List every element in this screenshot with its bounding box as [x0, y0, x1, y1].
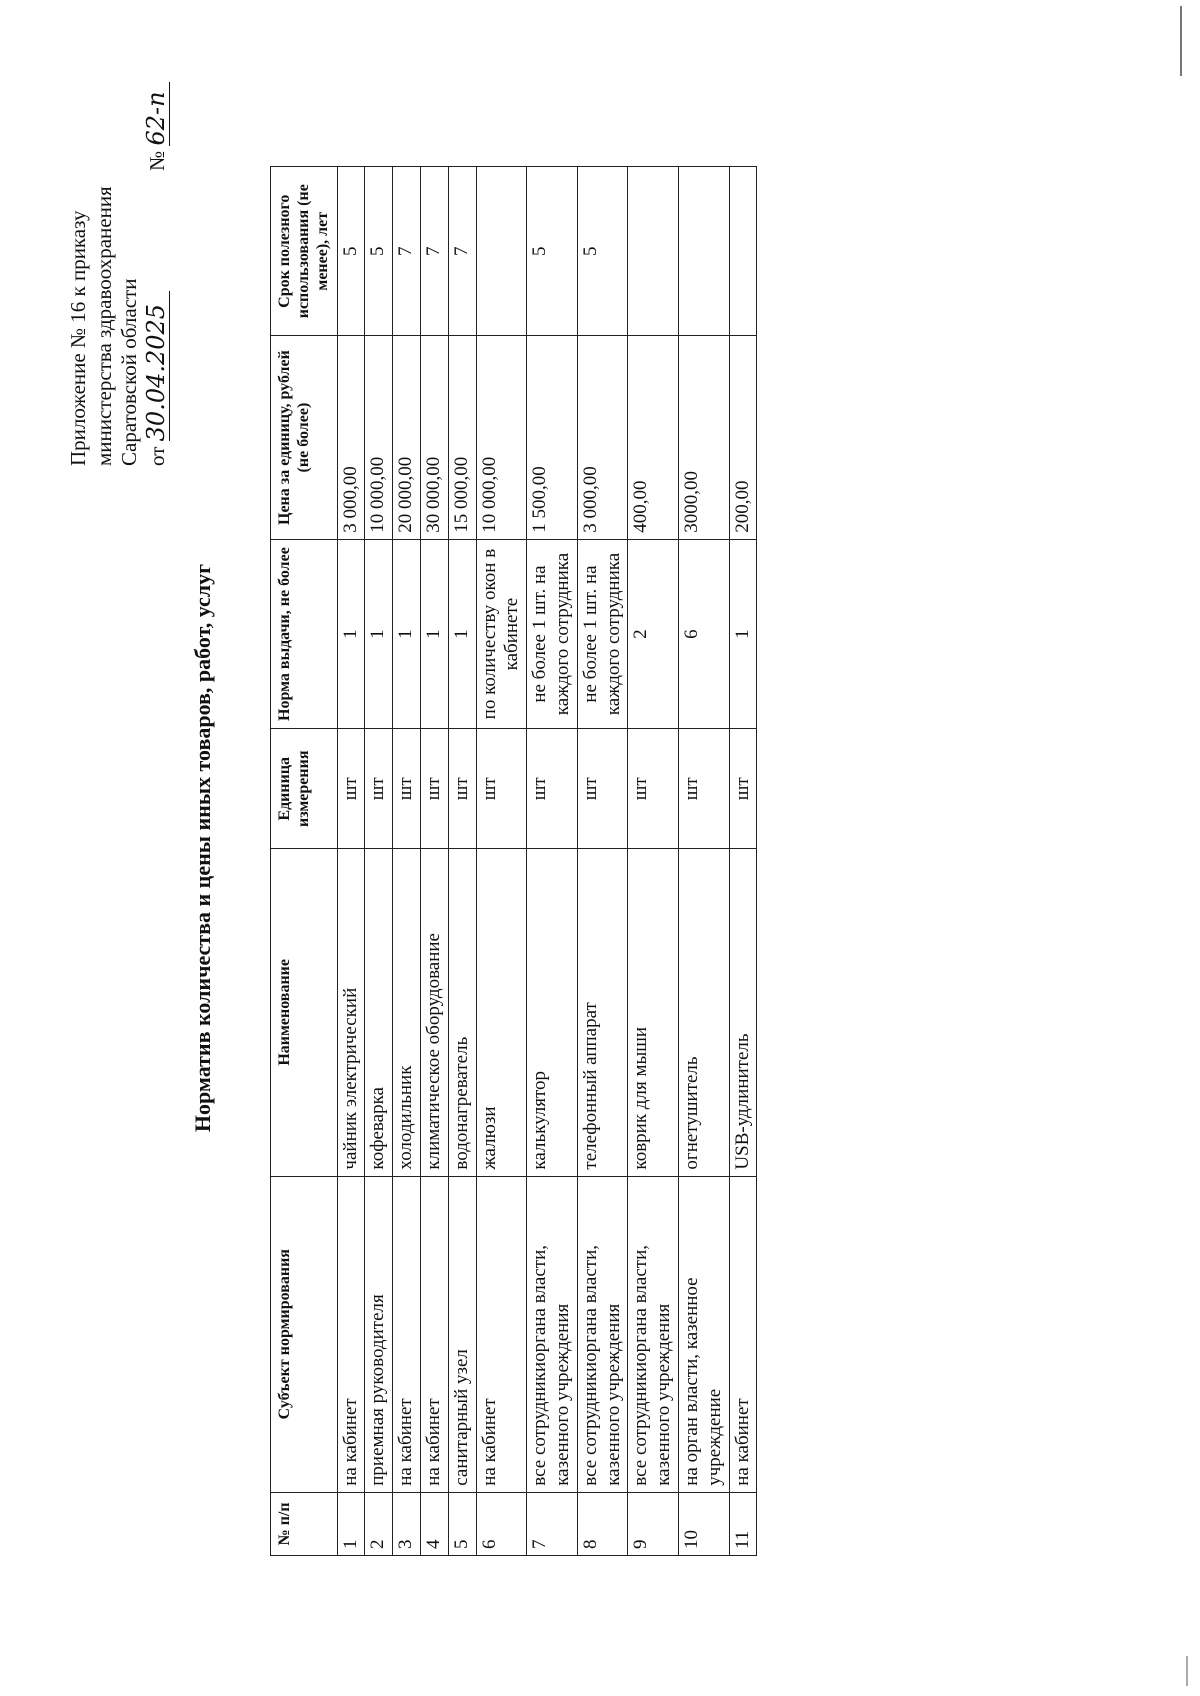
- row-price: 1 500,00: [527, 336, 578, 539]
- row-norm: не более 1 шт. на каждого сотрудника: [527, 539, 578, 729]
- row-subject: все сотрудникиоргана власти, казенного учреждения: [527, 1176, 578, 1492]
- scan-artifact-line: [1180, 6, 1182, 76]
- row-term: [678, 167, 729, 336]
- header-num: № п/п: [271, 1492, 338, 1555]
- row-price: 15 000,00: [448, 336, 476, 539]
- row-subject: санитарный узел: [448, 1176, 476, 1492]
- row-subject: на кабинет: [420, 1176, 448, 1492]
- row-subject: приемная руководителя: [365, 1176, 393, 1492]
- row-term: [476, 167, 527, 336]
- row-num: 2: [365, 1492, 393, 1555]
- table-row: [577, 167, 628, 1556]
- header-norm: Норма выдачи, не более: [271, 539, 338, 729]
- number-prefix: №: [144, 150, 169, 171]
- row-name: чайник электрический: [337, 849, 365, 1176]
- row-name: USB-удлинитель: [729, 849, 757, 1176]
- row-norm: 1: [365, 539, 393, 729]
- row-price: 10 000,00: [476, 336, 527, 539]
- row-unit: шт: [420, 729, 448, 849]
- row-name: кофеварка: [365, 849, 393, 1176]
- header-subject: Субъект нормирования: [271, 1176, 338, 1492]
- table-row: [729, 167, 757, 1556]
- appendix-header: [66, 26, 170, 466]
- row-price: 200,00: [729, 336, 757, 539]
- table-row: [420, 167, 448, 1556]
- table-row: [628, 167, 679, 1556]
- row-subject: все сотрудникиоргана власти, казенного учреждения: [628, 1176, 679, 1492]
- row-price: 20 000,00: [393, 336, 421, 539]
- table-header-row: [271, 167, 338, 1556]
- appendix-date-line: [143, 26, 171, 466]
- row-name: коврик для мыши: [628, 849, 679, 1176]
- row-unit: шт: [577, 729, 628, 849]
- row-term: 5: [337, 167, 365, 336]
- table-row: [448, 167, 476, 1556]
- table-row: [476, 167, 527, 1556]
- row-num: 1: [337, 1492, 365, 1555]
- row-unit: шт: [678, 729, 729, 849]
- row-term: [729, 167, 757, 336]
- row-num: 8: [577, 1492, 628, 1555]
- table-row: [527, 167, 578, 1556]
- row-price: 3 000,00: [337, 336, 365, 539]
- row-unit: шт: [393, 729, 421, 849]
- row-norm: 1: [729, 539, 757, 729]
- row-num: 3: [393, 1492, 421, 1555]
- row-price: 400,00: [628, 336, 679, 539]
- row-norm: по количеству окон в кабинете: [476, 539, 527, 729]
- row-unit: шт: [365, 729, 393, 849]
- row-unit: шт: [448, 729, 476, 849]
- row-name: телефонный аппарат: [577, 849, 628, 1176]
- row-name: огнетушитель: [678, 849, 729, 1176]
- row-unit: шт: [628, 729, 679, 849]
- row-name: водонагреватель: [448, 849, 476, 1176]
- row-unit: шт: [476, 729, 527, 849]
- row-norm: 6: [678, 539, 729, 729]
- row-num: 10: [678, 1492, 729, 1555]
- row-price: 3 000,00: [577, 336, 628, 539]
- row-norm: 1: [420, 539, 448, 729]
- norms-table: [270, 166, 757, 1556]
- row-price: 10 000,00: [365, 336, 393, 539]
- handwritten-number: 62-п: [143, 82, 170, 146]
- row-norm: 1: [393, 539, 421, 729]
- row-subject: все сотрудникиоргана власти, казенного учреждения: [577, 1176, 628, 1492]
- row-name: холодильник: [393, 849, 421, 1176]
- row-norm: 2: [628, 539, 679, 729]
- appendix-line-1: Приложение № 16 к приказу: [66, 210, 90, 466]
- row-num: 9: [628, 1492, 679, 1555]
- row-term: 5: [527, 167, 578, 336]
- table-row: [337, 167, 365, 1556]
- table-row: [678, 167, 729, 1556]
- header-unit: Единица измерения: [271, 729, 338, 849]
- row-num: 6: [476, 1492, 527, 1555]
- date-prefix: от: [144, 446, 169, 466]
- row-name: калькулятор: [527, 849, 578, 1176]
- handwritten-date: 30.04.2025: [143, 291, 170, 441]
- row-num: 4: [420, 1492, 448, 1555]
- row-term: 7: [448, 167, 476, 336]
- header-price: Цена за единицу, рублей (не более): [271, 336, 338, 539]
- row-num: 7: [527, 1492, 578, 1555]
- row-norm: 1: [448, 539, 476, 729]
- row-term: 5: [365, 167, 393, 336]
- row-term: 7: [420, 167, 448, 336]
- row-num: 11: [729, 1492, 757, 1555]
- row-unit: шт: [337, 729, 365, 849]
- document-title: Норматив количества и цены иных товаров, работ, услуг: [190, 563, 215, 1133]
- row-subject: на кабинет: [337, 1176, 365, 1492]
- appendix-line-3: Саратовской области: [117, 278, 142, 466]
- row-num: 5: [448, 1492, 476, 1555]
- appendix-line-2: министерства здравоохранения: [91, 186, 116, 466]
- table-row: [365, 167, 393, 1556]
- row-name: жалюзи: [476, 849, 527, 1176]
- header-name: Наименование: [271, 849, 338, 1176]
- row-term: [628, 167, 679, 336]
- row-unit: шт: [729, 729, 757, 849]
- row-norm: не более 1 шт. на каждого сотрудника: [577, 539, 628, 729]
- row-subject: на орган власти, казенное учреждение: [678, 1176, 729, 1492]
- scan-artifact-mark: [1186, 1656, 1188, 1686]
- row-term: 5: [577, 167, 628, 336]
- row-subject: на кабинет: [476, 1176, 527, 1492]
- row-unit: шт: [527, 729, 578, 849]
- row-price: 3000,00: [678, 336, 729, 539]
- row-subject: на кабинет: [729, 1176, 757, 1492]
- header-term: Срок полезного использования (не менее), лет: [271, 167, 338, 336]
- row-norm: 1: [337, 539, 365, 729]
- row-term: 7: [393, 167, 421, 336]
- row-subject: на кабинет: [393, 1176, 421, 1492]
- row-price: 30 000,00: [420, 336, 448, 539]
- table-row: [393, 167, 421, 1556]
- row-name: климатическое оборудование: [420, 849, 448, 1176]
